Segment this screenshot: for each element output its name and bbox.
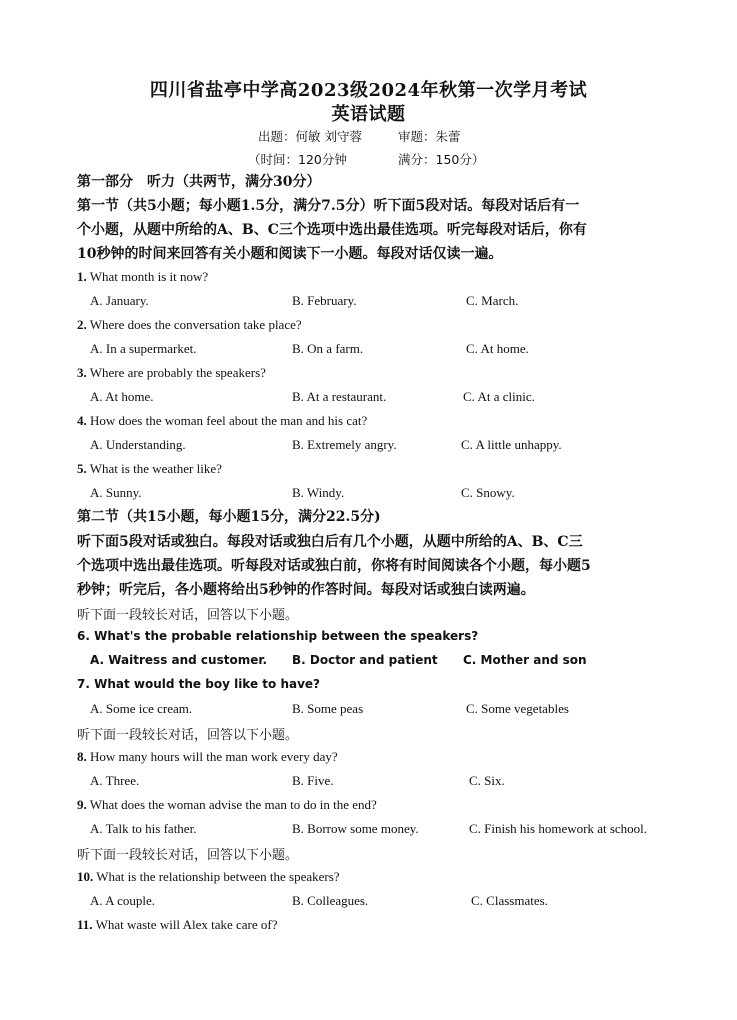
question-number: 10. — [77, 869, 94, 884]
option-c: C. At a clinic. — [463, 389, 535, 404]
question-text: How many hours will the man work every day? — [90, 749, 338, 764]
exam-subtitle: 英语试题 — [331, 104, 406, 125]
question-text: What is the relationship between the speakers? — [96, 869, 340, 884]
question-number: 8. — [77, 749, 87, 764]
option-b: B. Colleagues. — [292, 893, 369, 908]
option-b: B. Some peas — [292, 701, 364, 716]
question-number: 4. — [77, 413, 87, 428]
question-number: 3. — [77, 365, 87, 380]
question-text: Where are probably the speakers? — [89, 365, 266, 380]
part1-heading: 第一部分 听力（共两节，满分30分） — [77, 174, 321, 190]
option-a: A. A couple. — [90, 893, 155, 908]
exam-score: 满分：150分） — [398, 152, 485, 167]
option-c: C. Finish his homework at school. — [469, 821, 648, 836]
question-6 — [77, 629, 478, 643]
question-number: 1. — [77, 269, 87, 284]
option-c: C. At home. — [466, 341, 529, 356]
section2-heading-line3: 个选项中选出最佳选项。听每段对话或独白前，你将有时间阅读各个小题，每小题5 — [77, 558, 591, 574]
question-text: Where does the conversation take place? — [89, 317, 302, 332]
listen-instruction: 听下面一段较长对话，回答以下小题。 — [77, 728, 299, 743]
option-b: B. Doctor and patient — [292, 653, 438, 667]
exam-title: 四川省盐亭中学高2023级2024年秋第一次学月考试 — [149, 80, 588, 101]
option-a: A. Sunny. — [90, 485, 142, 500]
option-a: A. Understanding. — [90, 437, 186, 452]
section1-heading-line2: 个小题，从题中所给的A、B、C三个选项中选出最佳选项。听完每段对话后，你有 — [77, 222, 587, 238]
section1-heading-line3: 10秒钟的时间来回答有关小题和阅读下一小题。每段对话仅读一遍。 — [77, 246, 503, 262]
question-number: 6. — [77, 629, 90, 643]
question-text: What waste will Alex take care of? — [95, 917, 278, 932]
option-a: A. Talk to his father. — [90, 821, 197, 836]
option-c: C. Classmates. — [471, 893, 548, 908]
question-number: 9. — [77, 797, 87, 812]
section2-heading-line2: 听下面5段对话或独白。每段对话或独白后有几个小题，从题中所给的A、B、C三 — [77, 534, 583, 550]
section2-heading-line1: 第二节（共15小题，每小题15分，满分22.5分) — [77, 509, 381, 525]
listen-instruction: 听下面一段较长对话，回答以下小题。 — [77, 848, 299, 863]
option-c: C. March. — [466, 293, 519, 308]
option-b: B. Five. — [292, 773, 334, 788]
reviewer: 审题：朱蕾 — [398, 129, 461, 144]
option-c: C. Six. — [469, 773, 505, 788]
question-4 — [77, 413, 367, 429]
question-text: What would the boy like to have? — [94, 677, 321, 691]
option-c: C. A little unhappy. — [461, 437, 562, 452]
section2-heading-line4: 秒钟；听完后，各小题将给出5秒钟的作答时间。每段对话或独白读两遍。 — [77, 582, 535, 598]
option-b: B. Windy. — [292, 485, 345, 500]
question-number: 11. — [77, 917, 93, 932]
option-a: A. Three. — [90, 773, 140, 788]
authors: 出题：何敏 刘守蓉 — [258, 129, 362, 144]
section1-heading-line1: 第一节（共5小题；每小题1.5分，满分7.5分）听下面5段对话。每段对话后有一 — [77, 198, 580, 214]
question-text: What is the weather like? — [89, 461, 222, 476]
question-7 — [77, 677, 320, 691]
question-text: What's the probable relationship between the speakers? — [94, 629, 479, 643]
question-3 — [77, 365, 266, 381]
question-text: What month is it now? — [89, 269, 209, 284]
option-a: A. In a supermarket. — [90, 341, 197, 356]
option-c: C. Mother and son — [463, 653, 587, 667]
question-number: 5. — [77, 461, 87, 476]
option-a: A. Waitress and customer. — [90, 653, 268, 667]
question-11 — [77, 917, 277, 933]
question-number: 2. — [77, 317, 87, 332]
option-a: A. Some ice cream. — [90, 701, 193, 716]
exam-time: （时间：120分钟 — [248, 152, 347, 167]
question-number: 7. — [77, 677, 90, 691]
option-a: A. At home. — [90, 389, 154, 404]
option-b: B. February. — [292, 293, 357, 308]
option-a: A. January. — [90, 293, 149, 308]
question-1 — [77, 269, 208, 285]
question-text: What does the woman advise the man to do in the end? — [89, 797, 377, 812]
question-text: How does the woman feel about the man and his cat? — [90, 413, 368, 428]
question-2 — [77, 317, 302, 333]
listen-instruction: 听下面一段较长对话，回答以下小题。 — [77, 608, 299, 623]
option-b: B. Extremely angry. — [292, 437, 397, 452]
option-b: B. On a farm. — [292, 341, 364, 356]
question-10 — [77, 869, 340, 885]
question-9 — [77, 797, 377, 813]
option-c: C. Some vegetables — [466, 701, 569, 716]
option-b: B. At a restaurant. — [292, 389, 387, 404]
question-5 — [77, 461, 222, 477]
option-b: B. Borrow some money. — [292, 821, 419, 836]
question-8 — [77, 749, 338, 765]
option-c: C. Snowy. — [461, 485, 515, 500]
